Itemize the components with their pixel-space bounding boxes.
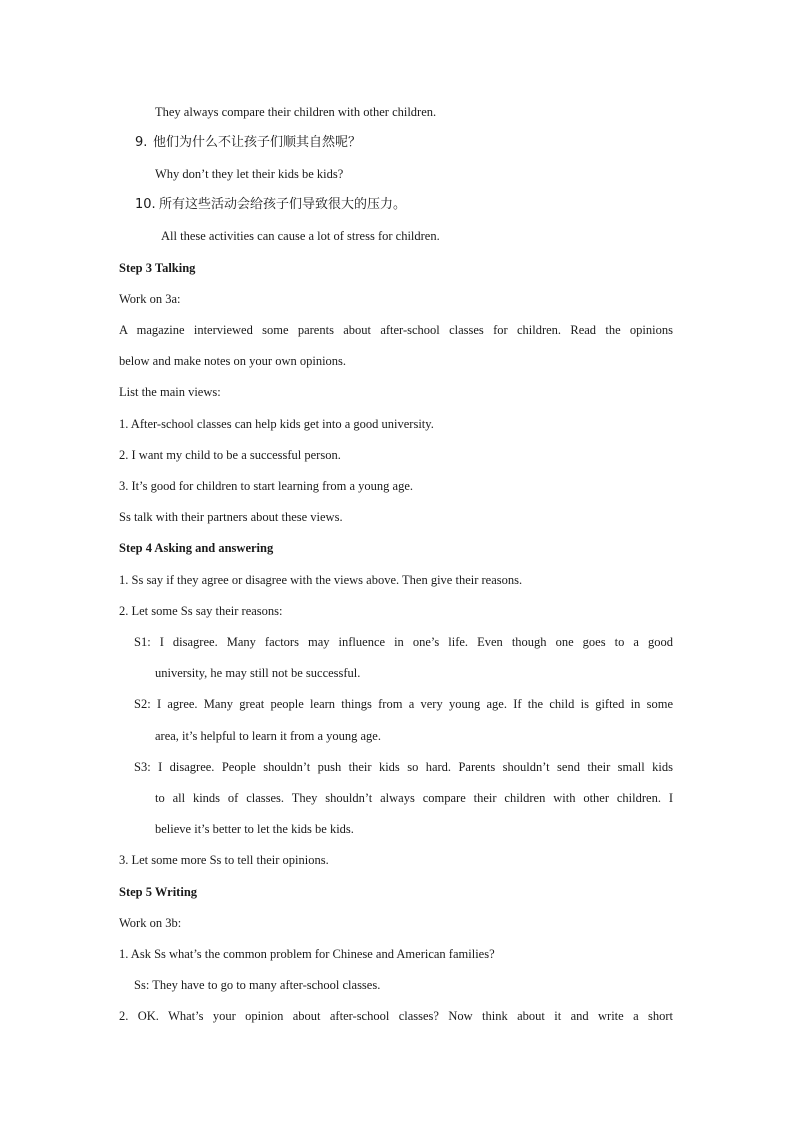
step3-view-1: 1. After-school classes can help kids get into a good university. — [119, 417, 434, 431]
student-s3-line2: to all kinds of classes. They shouldn’t always compare their children with other children. I — [155, 791, 673, 805]
student-s1-line1: S1: I disagree. Many factors may influence in one’s life. Even though one goes to a good — [134, 635, 673, 649]
step5-heading: Step 5 Writing — [119, 885, 198, 899]
step5-answer: Ss: They have to go to many after-school classes. — [134, 978, 381, 992]
student-s3-line1: S3: I disagree. People shouldn’t push their kids so hard. Parents shouldn’t send their small kids — [134, 760, 673, 774]
step3-intro-line1: A magazine interviewed some parents about after-school classes for children. Read the opinions — [119, 323, 673, 337]
step3-intro-line2: below and make notes on your own opinions. — [119, 354, 347, 368]
translation-answer-10: All these activities can cause a lot of stress for children. — [161, 229, 440, 243]
step4-heading: Step 4 Asking and answering — [119, 541, 274, 555]
student-s2-line1: S2: I agree. Many great people learn things from a very young age. If the child is gifted in some — [134, 697, 673, 711]
translation-answer-9: Why don’t they let their kids be kids? — [155, 167, 344, 181]
item-chinese: 所有这些活动会给孩子们导致很大的压力。 — [159, 197, 407, 212]
item-number: 10. — [135, 197, 156, 212]
step4-point-1: 1. Ss say if they agree or disagree with the views above. Then give their reasons. — [119, 573, 523, 587]
translation-item-9 — [135, 135, 361, 151]
student-s3-line3: believe it’s better to let the kids be kids. — [155, 822, 354, 836]
step3-work-on: Work on 3a: — [119, 292, 181, 306]
student-s1-line2: university, he may still not be successful. — [155, 666, 361, 680]
step5-point-2: 2. OK. What’s your opinion about after-school classes? Now think about it and write a short — [119, 1009, 673, 1023]
student-s2-line2: area, it’s helpful to learn it from a young age. — [155, 729, 381, 743]
step4-point-3: 3. Let some more Ss to tell their opinions. — [119, 853, 329, 867]
step3-view-2: 2. I want my child to be a successful person. — [119, 448, 341, 462]
step5-point-1: 1. Ask Ss what’s the common problem for Chinese and American families? — [119, 947, 495, 961]
step3-view-3: 3. It’s good for children to start learning from a young age. — [119, 479, 414, 493]
item-number: 9. — [135, 135, 148, 150]
step3-heading: Step 3 Talking — [119, 261, 196, 275]
step3-closing: Ss talk with their partners about these views. — [119, 510, 343, 524]
step3-list-label: List the main views: — [119, 385, 221, 399]
item-chinese: 他们为什么不让孩子们顺其自然呢？ — [153, 135, 362, 150]
translation-answer-8: They always compare their children with other children. — [155, 105, 437, 119]
translation-item-10 — [135, 197, 406, 213]
step5-work-on: Work on 3b: — [119, 916, 182, 930]
step4-point-2: 2. Let some Ss say their reasons: — [119, 604, 283, 618]
